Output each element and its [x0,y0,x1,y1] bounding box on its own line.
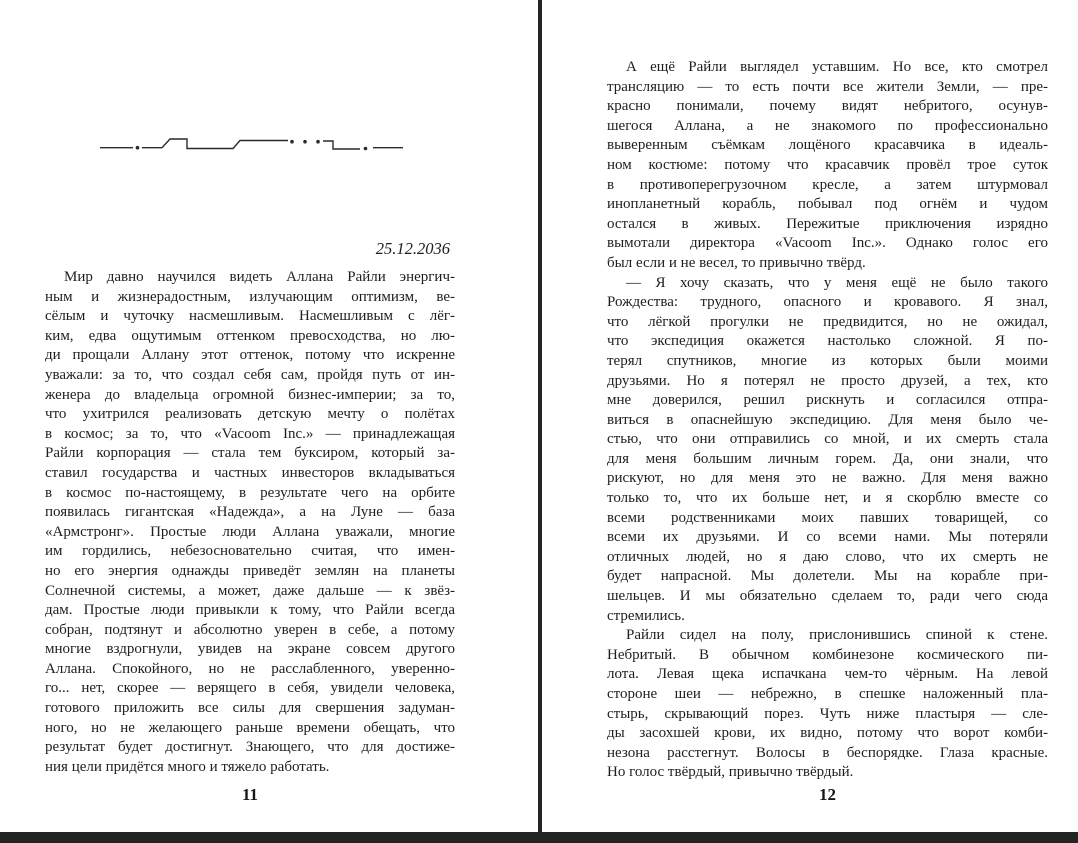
page-number-left: 11 [241,785,259,804]
text-line: ди прощали Аллану этот оттенок, потому что искренне [45,347,455,364]
text-line: Небритый. В обычном комбинезоне космического пи- [607,646,1048,663]
text-line: уважали: за то, что создал себя сам, пройдя путь от ин- [45,366,455,383]
text-line: незона расстегнут. Волосы в беспорядке. Глаза красные. [607,744,1048,761]
text-line: им гордились, небезосновательно считая, что имен- [45,543,455,560]
text-line: для меня большим личным горем. Да, они знали, что [607,450,1048,467]
text-line: виться в опаснейшую экспедицию. Для меня было че- [607,411,1048,428]
text-line: ном костюме: потому что красавчик провёл трое суток [607,156,1048,173]
text-line: в космос по-настоящему, в результате чего на орбите [45,484,455,501]
text-line: инопланетный корабль, побывал под огнём и чудом [607,196,1048,213]
paragraph [607,626,1048,783]
paragraph [607,58,1048,274]
page-number-right: 12 [819,785,836,804]
text-line: собран, подтянут и абсолютно уверен в себе, а потому [45,621,455,638]
text-line: что ухитрился реализовать детскую мечту о полётах [45,406,455,423]
text-line: красно понимали, почему видят небритого, осунув- [607,98,1048,115]
text-line: ного, но не желающего раньше времени обещать, что [45,719,455,736]
text-line: женера до владельца огромной бизнес-империи; за то, [45,386,455,403]
text-line: Райли сидел на полу, прислонившись спиной к стене. [626,627,1048,644]
text-line: остался в живых. Пережитые приключения изрядно [607,215,1048,232]
text-line: друзьями. Но я потерял не просто друзей, а тех, кто [607,372,1048,389]
text-line: что лёгкой прогулки не предвидится, но не ожидал, [607,313,1048,330]
text-line: Но голос твёрдый, привычно твёрдый. [607,764,854,781]
text-line: результат будет достигнут. Знающего, что для достиже- [45,739,455,756]
text-line: появилась гигантская «Надежда», а на Луне — база [45,504,455,521]
text-line: дам. Простые люди привыкли к тому, что Райли всегда [45,602,455,619]
text-line: стырь, скрывающий порез. Чуть ниже пластыря — сле- [607,705,1048,722]
book-page-right[interactable] [607,0,1048,832]
text-line: Аллана. Спокойного, но не расслабленного, уверенно- [45,660,455,677]
text-line: ставил государства и частных инвесторов вкладываться [45,464,455,481]
text-line: «Армстронг». Простые люди Аллана уважали, многие [45,523,455,540]
text-line: всеми родственниками моих павших товарищей, со [607,509,1048,526]
page-text-left [45,268,455,777]
book-page-left[interactable] [45,0,455,832]
text-line: ким, едва ощутимым оттенком превосходства, но лю- [45,327,455,344]
text-line: вымотали директора «Vacoom Inc.». Однако голос его [607,235,1048,252]
text-line: рискуют, но для меня это не важно. Для меня важно [607,470,1048,487]
text-line: в противоперегрузочном кресле, а затем штурмовал [607,176,1048,193]
text-line: выверенным съёмкам лощёного красавчика в идеаль- [607,137,1048,154]
text-line: будет напрасной. Мы долетели. Мы на корабле при- [607,568,1048,585]
text-line: Рождества: трудного, опасного и кровавого. Я знал, [607,294,1048,311]
text-line: ды засохшей крови, их видно, потому что ворот комби- [607,725,1048,742]
text-line: ным и жизнерадостным, излучающим оптимизм, ве- [45,288,455,305]
text-line: сёлым и чуточку насмешливым. Насмешливым с лёг- [45,308,455,325]
text-line: только то, что их больше нет, и я скорблю вместе со [607,490,1048,507]
text-line: готового приложить все силы для свершения задуман- [45,700,455,717]
paragraph [607,274,1048,627]
text-line: терял спутников, многие из которых были моими [607,352,1048,369]
text-line: Солнечной системы, а может, даже дальше — к звёз- [45,582,455,599]
text-line: что экспедиция окажется настолько сложной. Я по- [607,333,1048,350]
text-line: был если и не весел, то привычно твёрд. [607,254,866,271]
paragraph [45,268,455,777]
scene-break-ornament-icon [98,133,408,161]
text-line: ния цели придётся много и тяжело работать. [45,758,330,775]
entry-date: 25.12.2036 [375,239,450,258]
text-line: стремились. [607,607,685,624]
text-line: мне доверился, решил рискнуть и согласился отпра- [607,392,1048,409]
text-line: стью, что они отправились со мной, и их смерть стала [607,431,1048,448]
text-line: шельцев. И мы обязательно сделаем то, ради чего сюда [607,588,1048,605]
text-line: шегося Аллана, а не знакомого по профессионально [607,117,1048,134]
text-line: — Я хочу сказать, что у меня ещё не было такого [626,274,1048,291]
text-line: в космос; за то, что «Vacoom Inc.» — принадлежащая [45,425,455,442]
text-line: Мир давно научился видеть Аллана Райли энергич- [64,269,455,285]
text-line: но его энергия однажды приведёт землян на планеты [45,562,455,579]
text-line: всеми их друзьями. И со всеми нами. Мы потеряли [607,529,1048,546]
text-line: трансляцию — то есть почти все жители Земли, — пре- [607,78,1048,95]
text-line: отличных людей, но я даю слово, что их смерть не [607,548,1048,565]
text-line: многие вздрогнули, увидев на экране совсем другого [45,641,455,658]
page-text-right [607,58,1048,783]
text-line: го... нет, скорее — верящего в себя, увидели человека, [45,680,455,697]
page-divider [538,0,542,843]
text-line: стороне шеи — небрежно, в спешке наложенный пла- [607,686,1048,702]
text-line: Райли корпорация — стала тем буксиром, который за- [45,445,455,462]
window-bottom-edge [0,832,1078,843]
text-line: А ещё Райли выглядел уставшим. Но все, кто смотрел [626,59,1048,75]
text-line: лота. Левая щека испачкана чем-то чёрным. На левой [607,666,1048,683]
